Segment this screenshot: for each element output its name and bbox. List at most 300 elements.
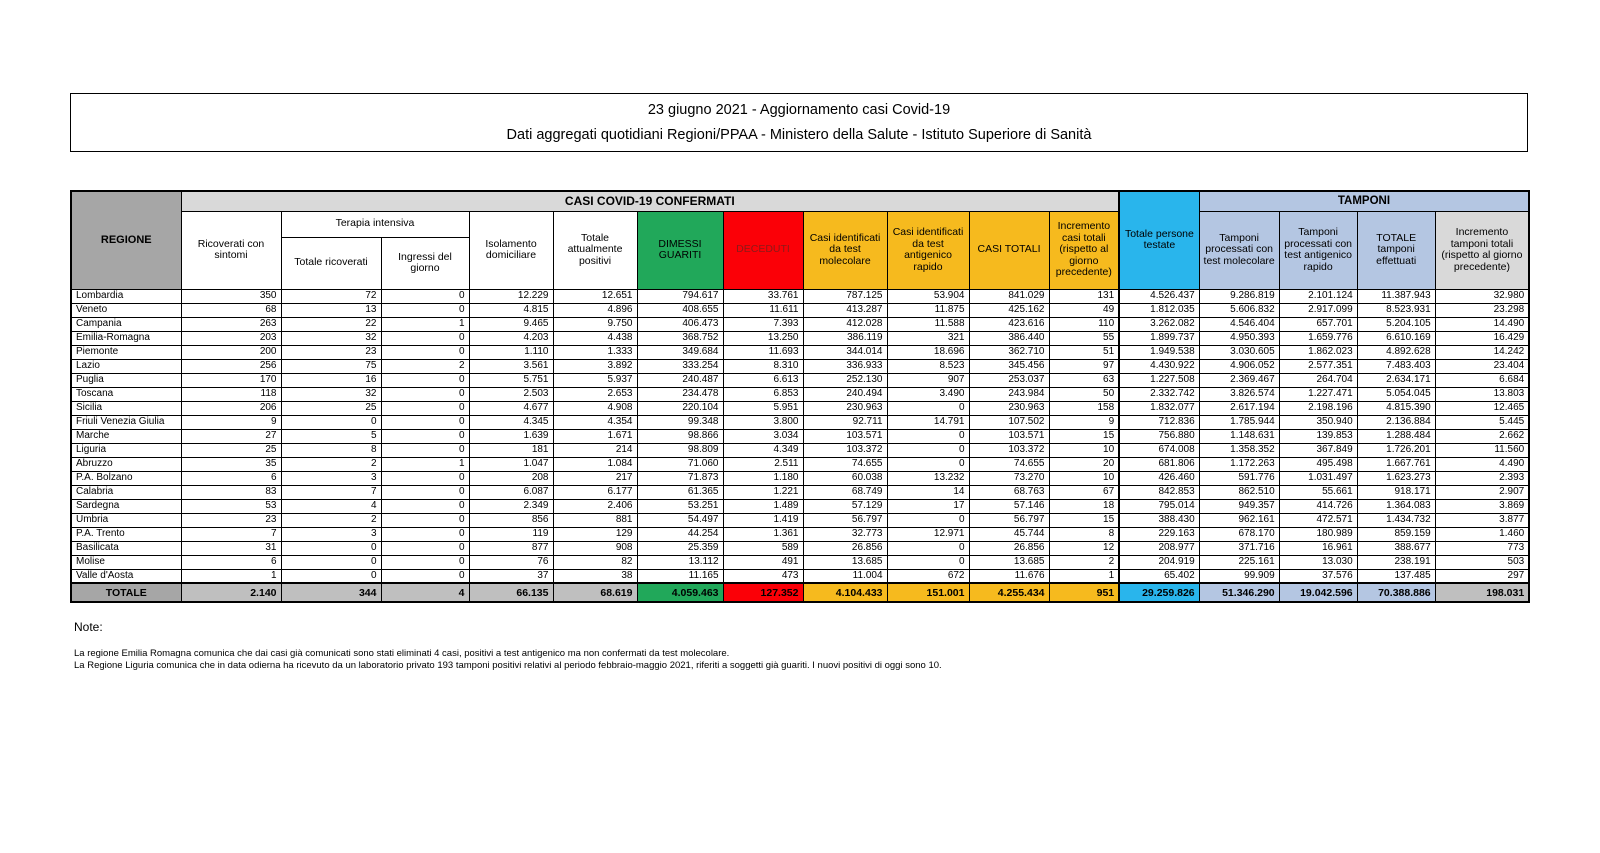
value-cell: 918.171 xyxy=(1357,485,1435,499)
value-cell: 2.406 xyxy=(553,499,637,513)
value-cell: 350.940 xyxy=(1279,415,1357,429)
value-cell: 3.826.574 xyxy=(1199,387,1279,401)
value-cell: 0 xyxy=(281,569,381,583)
value-cell: 53.251 xyxy=(637,499,723,513)
value-cell: 98.809 xyxy=(637,443,723,457)
table-row xyxy=(71,527,1529,541)
value-cell: 2.369.467 xyxy=(1199,373,1279,387)
value-cell: 1.364.083 xyxy=(1357,499,1435,513)
value-cell: 8.310 xyxy=(723,359,803,373)
value-cell: 1.333 xyxy=(553,345,637,359)
value-cell: 107.502 xyxy=(969,415,1049,429)
value-cell: 3.490 xyxy=(887,387,969,401)
value-cell: 75 xyxy=(281,359,381,373)
value-cell: 672 xyxy=(887,569,969,583)
value-cell: 1.227.471 xyxy=(1279,387,1357,401)
value-cell: 13.803 xyxy=(1435,387,1529,401)
totals-value-cell: 68.619 xyxy=(553,583,637,602)
value-cell: 240.487 xyxy=(637,373,723,387)
table-body xyxy=(71,289,1529,602)
value-cell: 214 xyxy=(553,443,637,457)
col-header-persone-testate: Totale persone testate xyxy=(1119,191,1199,289)
value-cell: 2.634.171 xyxy=(1357,373,1435,387)
value-cell: 7 xyxy=(281,485,381,499)
value-cell: 1.419 xyxy=(723,513,803,527)
value-cell: 26.856 xyxy=(803,541,887,555)
value-cell: 3.034 xyxy=(723,429,803,443)
value-cell: 225.161 xyxy=(1199,555,1279,569)
value-cell: 137.485 xyxy=(1357,569,1435,583)
value-cell: 0 xyxy=(381,345,469,359)
value-cell: 27 xyxy=(181,429,281,443)
value-cell: 220.104 xyxy=(637,401,723,415)
value-cell: 0 xyxy=(381,541,469,555)
value-cell: 0 xyxy=(381,387,469,401)
value-cell: 13.685 xyxy=(969,555,1049,569)
value-cell: 2.577.351 xyxy=(1279,359,1357,373)
totals-value-cell: 29.259.826 xyxy=(1119,583,1199,602)
value-cell: 35 xyxy=(181,457,281,471)
region-cell: Lombardia xyxy=(71,289,181,303)
value-cell: 1.227.508 xyxy=(1119,373,1199,387)
value-cell: 92.711 xyxy=(803,415,887,429)
value-cell: 23 xyxy=(181,513,281,527)
totals-value-cell: 70.388.886 xyxy=(1357,583,1435,602)
value-cell: 33.761 xyxy=(723,289,803,303)
value-cell: 4.438 xyxy=(553,331,637,345)
region-cell: Campania xyxy=(71,317,181,331)
value-cell: 37.576 xyxy=(1279,569,1357,583)
value-cell: 6.177 xyxy=(553,485,637,499)
value-cell: 72 xyxy=(281,289,381,303)
region-cell: Abruzzo xyxy=(71,457,181,471)
value-cell: 49 xyxy=(1049,303,1119,317)
value-cell: 336.933 xyxy=(803,359,887,373)
value-cell: 1.172.263 xyxy=(1199,457,1279,471)
value-cell: 73.270 xyxy=(969,471,1049,485)
report-header xyxy=(70,93,1528,152)
value-cell: 7 xyxy=(181,527,281,541)
region-cell: Molise xyxy=(71,555,181,569)
totals-value-cell: 4.059.463 xyxy=(637,583,723,602)
value-cell: 9.286.819 xyxy=(1199,289,1279,303)
value-cell: 11.875 xyxy=(887,303,969,317)
value-cell: 0 xyxy=(381,289,469,303)
col-header-dimessi-guariti: DIMESSI GUARITI xyxy=(637,211,723,289)
covid-data-table xyxy=(70,190,1530,603)
value-cell: 180.989 xyxy=(1279,527,1357,541)
table-row xyxy=(71,541,1529,555)
value-cell: 2 xyxy=(1049,555,1119,569)
value-cell: 240.494 xyxy=(803,387,887,401)
value-cell: 217 xyxy=(553,471,637,485)
value-cell: 9 xyxy=(181,415,281,429)
value-cell: 6.613 xyxy=(723,373,803,387)
value-cell: 3.869 xyxy=(1435,499,1529,513)
value-cell: 6.087 xyxy=(469,485,553,499)
region-cell: Sardegna xyxy=(71,499,181,513)
value-cell: 877 xyxy=(469,541,553,555)
value-cell: 4.526.437 xyxy=(1119,289,1199,303)
value-cell: 1.832.077 xyxy=(1119,401,1199,415)
value-cell: 99.909 xyxy=(1199,569,1279,583)
value-cell: 4.546.404 xyxy=(1199,317,1279,331)
value-cell: 4.950.393 xyxy=(1199,331,1279,345)
value-cell: 2.101.124 xyxy=(1279,289,1357,303)
totals-value-cell: 951 xyxy=(1049,583,1119,602)
totals-value-cell: 198.031 xyxy=(1435,583,1529,602)
value-cell: 14.791 xyxy=(887,415,969,429)
region-cell: Calabria xyxy=(71,485,181,499)
value-cell: 908 xyxy=(553,541,637,555)
region-cell: Umbria xyxy=(71,513,181,527)
col-header-ricoverati-sintomi: Ricoverati con sintomi xyxy=(181,211,281,289)
value-cell: 13.112 xyxy=(637,555,723,569)
value-cell: 3.030.605 xyxy=(1199,345,1279,359)
value-cell: 74.655 xyxy=(803,457,887,471)
value-cell: 2.662 xyxy=(1435,429,1529,443)
value-cell: 5.937 xyxy=(553,373,637,387)
value-cell: 4 xyxy=(281,499,381,513)
value-cell: 5.445 xyxy=(1435,415,1529,429)
value-cell: 208.977 xyxy=(1119,541,1199,555)
value-cell: 1.667.761 xyxy=(1357,457,1435,471)
value-cell: 16.429 xyxy=(1435,331,1529,345)
value-cell: 9.465 xyxy=(469,317,553,331)
value-cell: 678.170 xyxy=(1199,527,1279,541)
value-cell: 0 xyxy=(887,443,969,457)
totals-value-cell: 66.135 xyxy=(469,583,553,602)
value-cell: 4.906.052 xyxy=(1199,359,1279,373)
totals-value-cell: 4.255.434 xyxy=(969,583,1049,602)
value-cell: 32 xyxy=(281,387,381,401)
col-header-incremento-tamponi: Incremento tamponi totali (rispetto al giorno precedente) xyxy=(1435,211,1529,289)
value-cell: 14 xyxy=(887,485,969,499)
region-cell: Liguria xyxy=(71,443,181,457)
value-cell: 15 xyxy=(1049,429,1119,443)
value-cell: 0 xyxy=(381,555,469,569)
value-cell: 68.749 xyxy=(803,485,887,499)
value-cell: 4.815 xyxy=(469,303,553,317)
col-header-ingressi-giorno: Ingressi del giorno xyxy=(381,237,469,289)
value-cell: 4.896 xyxy=(553,303,637,317)
value-cell: 1.148.631 xyxy=(1199,429,1279,443)
value-cell: 11.588 xyxy=(887,317,969,331)
value-cell: 4.908 xyxy=(553,401,637,415)
value-cell: 3 xyxy=(281,527,381,541)
value-cell: 32.980 xyxy=(1435,289,1529,303)
value-cell: 12.971 xyxy=(887,527,969,541)
col-header-tamponi-antigenico: Tamponi processati con test antigenico rapido xyxy=(1279,211,1357,289)
value-cell: 1.671 xyxy=(553,429,637,443)
value-cell: 1 xyxy=(1049,569,1119,583)
table-row xyxy=(71,303,1529,317)
value-cell: 1.434.732 xyxy=(1357,513,1435,527)
value-cell: 2.198.196 xyxy=(1279,401,1357,415)
totals-value-cell: 19.042.596 xyxy=(1279,583,1357,602)
value-cell: 0 xyxy=(887,429,969,443)
note-line-2: La Regione Liguria comunica che in data odierna ha ricevuto da un laboratorio privato 193 tamponi positivi relativi al periodo febbraio-maggio 2021, riferiti a soggetti già guariti. I nuovi positivi di oggi sono 10. xyxy=(74,659,942,671)
value-cell: 881 xyxy=(553,513,637,527)
value-cell: 9.750 xyxy=(553,317,637,331)
value-cell: 425.162 xyxy=(969,303,1049,317)
value-cell: 3.262.082 xyxy=(1119,317,1199,331)
value-cell: 5.606.832 xyxy=(1199,303,1279,317)
value-cell: 1.031.497 xyxy=(1279,471,1357,485)
value-cell: 321 xyxy=(887,331,969,345)
value-cell: 0 xyxy=(381,513,469,527)
value-cell: 263 xyxy=(181,317,281,331)
value-cell: 4.430.922 xyxy=(1119,359,1199,373)
value-cell: 23.404 xyxy=(1435,359,1529,373)
value-cell: 12.651 xyxy=(553,289,637,303)
table-row xyxy=(71,471,1529,485)
value-cell: 83 xyxy=(181,485,281,499)
value-cell: 6.684 xyxy=(1435,373,1529,387)
value-cell: 1.288.484 xyxy=(1357,429,1435,443)
value-cell: 206 xyxy=(181,401,281,415)
value-cell: 0 xyxy=(887,555,969,569)
value-cell: 12.465 xyxy=(1435,401,1529,415)
value-cell: 0 xyxy=(381,569,469,583)
value-cell: 362.710 xyxy=(969,345,1049,359)
region-cell: Veneto xyxy=(71,303,181,317)
table-row xyxy=(71,317,1529,331)
table-row xyxy=(71,345,1529,359)
value-cell: 345.456 xyxy=(969,359,1049,373)
value-cell: 1 xyxy=(181,569,281,583)
value-cell: 139.853 xyxy=(1279,429,1357,443)
region-cell: Piemonte xyxy=(71,345,181,359)
value-cell: 53.904 xyxy=(887,289,969,303)
value-cell: 200 xyxy=(181,345,281,359)
table-row xyxy=(71,373,1529,387)
table-row xyxy=(71,415,1529,429)
col-header-totale-tamponi: TOTALE tamponi effettuati xyxy=(1357,211,1435,289)
value-cell: 350 xyxy=(181,289,281,303)
value-cell: 333.254 xyxy=(637,359,723,373)
value-cell: 2.136.884 xyxy=(1357,415,1435,429)
col-header-totale-ricoverati: Totale ricoverati xyxy=(281,237,381,289)
value-cell: 9 xyxy=(1049,415,1119,429)
value-cell: 862.510 xyxy=(1199,485,1279,499)
value-cell: 23.298 xyxy=(1435,303,1529,317)
value-cell: 2.617.194 xyxy=(1199,401,1279,415)
value-cell: 5.204.105 xyxy=(1357,317,1435,331)
value-cell: 1.862.023 xyxy=(1279,345,1357,359)
value-cell: 103.571 xyxy=(969,429,1049,443)
value-cell: 12.229 xyxy=(469,289,553,303)
value-cell: 0 xyxy=(281,415,381,429)
value-cell: 71.873 xyxy=(637,471,723,485)
col-group-tamponi: TAMPONI xyxy=(1199,191,1529,211)
value-cell: 76 xyxy=(469,555,553,569)
value-cell: 61.365 xyxy=(637,485,723,499)
region-cell: Puglia xyxy=(71,373,181,387)
value-cell: 99.348 xyxy=(637,415,723,429)
table-row xyxy=(71,359,1529,373)
value-cell: 949.357 xyxy=(1199,499,1279,513)
region-cell: Marche xyxy=(71,429,181,443)
value-cell: 204.919 xyxy=(1119,555,1199,569)
value-cell: 388.677 xyxy=(1357,541,1435,555)
value-cell: 4.349 xyxy=(723,443,803,457)
value-cell: 1.180 xyxy=(723,471,803,485)
value-cell: 591.776 xyxy=(1199,471,1279,485)
value-cell: 32.773 xyxy=(803,527,887,541)
value-cell: 63 xyxy=(1049,373,1119,387)
value-cell: 11.560 xyxy=(1435,443,1529,457)
value-cell: 3.877 xyxy=(1435,513,1529,527)
value-cell: 118 xyxy=(181,387,281,401)
value-cell: 412.028 xyxy=(803,317,887,331)
table-row xyxy=(71,569,1529,583)
value-cell: 18.696 xyxy=(887,345,969,359)
value-cell: 129 xyxy=(553,527,637,541)
value-cell: 0 xyxy=(381,471,469,485)
report-title-line-1: 23 giugno 2021 - Aggiornamento casi Covid-19 xyxy=(647,102,951,119)
value-cell: 1.899.737 xyxy=(1119,331,1199,345)
value-cell: 0 xyxy=(381,499,469,513)
value-cell: 1.785.944 xyxy=(1199,415,1279,429)
value-cell: 4.203 xyxy=(469,331,553,345)
value-cell: 2.349 xyxy=(469,499,553,513)
value-cell: 3.800 xyxy=(723,415,803,429)
value-cell: 1.812.035 xyxy=(1119,303,1199,317)
totals-label: TOTALE xyxy=(71,583,181,602)
value-cell: 230.963 xyxy=(803,401,887,415)
value-cell: 10 xyxy=(1049,471,1119,485)
notes-section xyxy=(74,620,1524,671)
value-cell: 0 xyxy=(381,303,469,317)
value-cell: 491 xyxy=(723,555,803,569)
value-cell: 8 xyxy=(281,443,381,457)
value-cell: 3 xyxy=(281,471,381,485)
value-cell: 0 xyxy=(381,415,469,429)
value-cell: 1 xyxy=(381,317,469,331)
value-cell: 110 xyxy=(1049,317,1119,331)
region-cell: Friuli Venezia Giulia xyxy=(71,415,181,429)
value-cell: 20 xyxy=(1049,457,1119,471)
value-cell: 907 xyxy=(887,373,969,387)
value-cell: 103.571 xyxy=(803,429,887,443)
value-cell: 712.836 xyxy=(1119,415,1199,429)
value-cell: 1.084 xyxy=(553,457,637,471)
report-title-line-2: Dati aggregati quotidiani Regioni/PPAA - Ministero della Salute - Istituto Superiore di Sanità xyxy=(506,126,1092,143)
region-cell: Basilicata xyxy=(71,541,181,555)
value-cell: 256 xyxy=(181,359,281,373)
value-cell: 8 xyxy=(1049,527,1119,541)
table-row xyxy=(71,499,1529,513)
value-cell: 386.440 xyxy=(969,331,1049,345)
region-cell: P.A. Trento xyxy=(71,527,181,541)
col-header-casi-totali: CASI TOTALI xyxy=(969,211,1049,289)
value-cell: 103.372 xyxy=(803,443,887,457)
region-cell: Sicilia xyxy=(71,401,181,415)
value-cell: 2.332.742 xyxy=(1119,387,1199,401)
value-cell: 2.511 xyxy=(723,457,803,471)
value-cell: 297 xyxy=(1435,569,1529,583)
col-header-regione: REGIONE xyxy=(71,191,181,289)
value-cell: 2 xyxy=(381,359,469,373)
value-cell: 11.165 xyxy=(637,569,723,583)
value-cell: 181 xyxy=(469,443,553,457)
value-cell: 60.038 xyxy=(803,471,887,485)
value-cell: 7.483.403 xyxy=(1357,359,1435,373)
value-cell: 386.119 xyxy=(803,331,887,345)
value-cell: 68 xyxy=(181,303,281,317)
value-cell: 1.489 xyxy=(723,499,803,513)
value-cell: 1 xyxy=(381,457,469,471)
value-cell: 0 xyxy=(281,555,381,569)
value-cell: 2.393 xyxy=(1435,471,1529,485)
value-cell: 0 xyxy=(381,429,469,443)
value-cell: 11.676 xyxy=(969,569,1049,583)
value-cell: 423.616 xyxy=(969,317,1049,331)
value-cell: 22 xyxy=(281,317,381,331)
value-cell: 4.815.390 xyxy=(1357,401,1435,415)
value-cell: 252.130 xyxy=(803,373,887,387)
col-group-terapia-intensiva: Terapia intensiva xyxy=(281,211,469,237)
value-cell: 56.797 xyxy=(969,513,1049,527)
value-cell: 54.497 xyxy=(637,513,723,527)
value-cell: 8.523 xyxy=(887,359,969,373)
value-cell: 3.892 xyxy=(553,359,637,373)
value-cell: 6 xyxy=(181,471,281,485)
table-row xyxy=(71,289,1529,303)
value-cell: 203 xyxy=(181,331,281,345)
value-cell: 71.060 xyxy=(637,457,723,471)
value-cell: 55.661 xyxy=(1279,485,1357,499)
value-cell: 14.490 xyxy=(1435,317,1529,331)
table-row xyxy=(71,443,1529,457)
value-cell: 794.617 xyxy=(637,289,723,303)
value-cell: 1.361 xyxy=(723,527,803,541)
value-cell: 842.853 xyxy=(1119,485,1199,499)
value-cell: 45.744 xyxy=(969,527,1049,541)
value-cell: 795.014 xyxy=(1119,499,1199,513)
value-cell: 6.853 xyxy=(723,387,803,401)
col-group-casi-confermati: CASI COVID-19 CONFERMATI xyxy=(181,191,1119,211)
totals-value-cell: 4 xyxy=(381,583,469,602)
value-cell: 413.287 xyxy=(803,303,887,317)
value-cell: 51 xyxy=(1049,345,1119,359)
value-cell: 1.358.352 xyxy=(1199,443,1279,457)
value-cell: 38 xyxy=(553,569,637,583)
value-cell: 5.054.045 xyxy=(1357,387,1435,401)
table-row xyxy=(71,513,1529,527)
value-cell: 11.004 xyxy=(803,569,887,583)
value-cell: 388.430 xyxy=(1119,513,1199,527)
value-cell: 406.473 xyxy=(637,317,723,331)
totals-value-cell: 127.352 xyxy=(723,583,803,602)
value-cell: 589 xyxy=(723,541,803,555)
value-cell: 657.701 xyxy=(1279,317,1357,331)
value-cell: 0 xyxy=(887,457,969,471)
value-cell: 495.498 xyxy=(1279,457,1357,471)
value-cell: 23 xyxy=(281,345,381,359)
value-cell: 6.610.169 xyxy=(1357,331,1435,345)
table-row xyxy=(71,387,1529,401)
value-cell: 57.129 xyxy=(803,499,887,513)
totals-value-cell: 2.140 xyxy=(181,583,281,602)
col-header-casi-antigenico: Casi identificati da test antigenico rapido xyxy=(887,211,969,289)
value-cell: 5 xyxy=(281,429,381,443)
value-cell: 414.726 xyxy=(1279,499,1357,513)
value-cell: 4.892.628 xyxy=(1357,345,1435,359)
value-cell: 3.561 xyxy=(469,359,553,373)
value-cell: 65.402 xyxy=(1119,569,1199,583)
